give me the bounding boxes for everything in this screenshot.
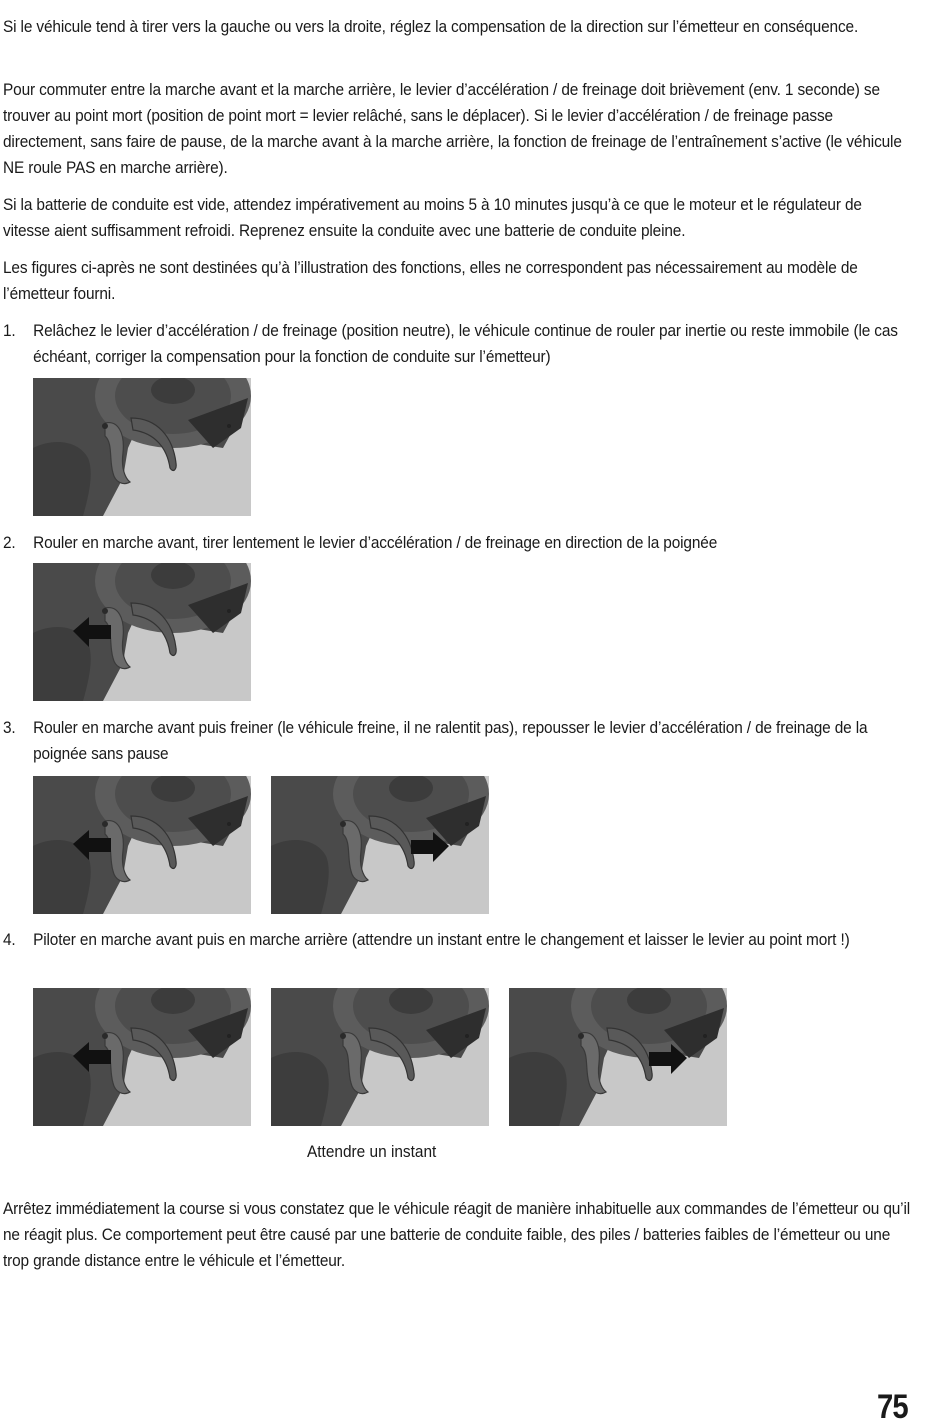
transmitter-figure-push <box>271 776 489 914</box>
transmitter-figure-pull <box>33 563 251 701</box>
paragraph-steering-trim: Si le véhicule tend à tirer vers la gauche ou vers la droite, réglez la compensation de la direction sur l’émetteur en conséquence. <box>3 18 859 36</box>
transmitter-figure-pull <box>33 776 251 914</box>
transmitter-illustration <box>509 988 727 1126</box>
step-text: Relâchez le levier d’accélération / de freinage (position neutre), le véhicule continue de rouler par inertie ou reste immobile (le cas échéant, corriger la compensation pour la fonction de conduite sur l’émetteur) <box>33 322 898 366</box>
transmitter-figure-pull <box>33 988 251 1126</box>
transmitter-illustration <box>33 378 251 516</box>
step-number: 4. <box>3 931 16 949</box>
transmitter-illustration <box>33 563 251 701</box>
page-number: 75 <box>877 1388 908 1426</box>
paragraph-figures-note: Les figures ci-après ne sont destinées qu’à l’illustration des fonctions, elles ne correspondent pas nécessairement au modèle de l’émetteur fourni. <box>3 259 858 303</box>
transmitter-figure-neutral <box>271 988 489 1126</box>
step-number: 2. <box>3 534 16 552</box>
step-text: Rouler en marche avant, tirer lentement le levier d’accélération / de freinage en direction de la poignée <box>33 534 718 552</box>
transmitter-figure-push <box>509 988 727 1126</box>
paragraph-empty-battery: Si la batterie de conduite est vide, attendez impérativement au moins 5 à 10 minutes jusqu’à ce que le moteur et le régulateur de vitesse aient suffisamment refroidi. Reprenez ensuite la conduite avec une batterie de conduite pleine. <box>3 196 862 240</box>
step-number: 3. <box>3 719 16 737</box>
transmitter-illustration <box>33 988 251 1126</box>
step-text: Rouler en marche avant puis freiner (le véhicule freine, il ne ralentit pas), repousser le levier d’accélération / de freinage de la poignée sans pause <box>33 719 868 763</box>
paragraph-forward-reverse: Pour commuter entre la marche avant et la marche arrière, le levier d’accélération / de freinage doit brièvement (env. 1 seconde) se trouver au point mort (position de point mort = levier relâché, sans le déplacer). Si le levier d’accélération / de freinage passe directement, sans faire de pause, de la marche avant à la marche arrière, la fonction de freinage de l’entraînement s’active (le véhicule NE roule PAS en marche arrière). <box>3 81 902 177</box>
wait-caption: Attendre un instant <box>307 1143 437 1161</box>
transmitter-illustration <box>271 988 489 1126</box>
paragraph-stop-warning: Arrêtez immédiatement la course si vous constatez que le véhicule réagit de manière inhabituelle aux commandes de l’émetteur ou qu’il ne réagit plus. Ce comportement peut être causé par une batterie de conduite faible, des piles / batteries faibles de l’émetteur ou une trop grande distance entre le véhicule et l’émetteur. <box>3 1200 911 1270</box>
transmitter-illustration <box>271 776 489 914</box>
step-number: 1. <box>3 322 16 340</box>
transmitter-illustration <box>33 776 251 914</box>
step-text: Piloter en marche avant puis en marche arrière (attendre un instant entre le changement et laisser le levier au point mort !) <box>33 931 850 949</box>
transmitter-figure-neutral <box>33 378 251 516</box>
